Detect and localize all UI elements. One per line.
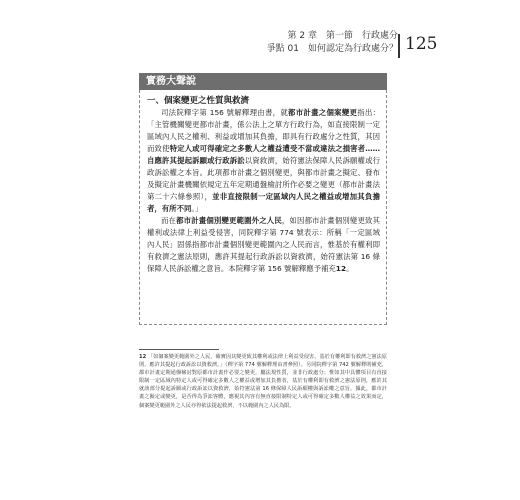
emphasis-text: 並非直接限制一定區域內人民之權益或增加其負擔者，有所不同 [147, 192, 380, 213]
emphasis-text: 都市計畫個別變更範圍外之人民 [176, 216, 282, 225]
emphasis-text: 特定人或可得確定之多數人之權益遭受不當或違法之損害者……自應許其提起訴願或行政訴訟 [147, 144, 380, 165]
running-head [267, 30, 398, 56]
footnote-rule [139, 349, 219, 350]
chapter-line: 第 2 章 第一節 行政處分 [287, 31, 398, 41]
body-text: 指出：「主管機關變更都市計畫，係公法上之單方行政行為，如直接限制一定區域內人民之權利、利益或增加其負擔，即具有行政處分之性質，其因而致使 [147, 108, 380, 153]
practice-box [139, 90, 387, 325]
footnote [139, 353, 387, 410]
paragraph-2 [147, 215, 380, 275]
footnote-mark: 12 [139, 354, 147, 360]
point-line: 爭點 01 如何認定為行政處分？ [266, 44, 398, 54]
body-text: 。 [346, 264, 354, 273]
emphasis-text: 都市計畫之個案變更 [288, 108, 358, 117]
body-text: 而在 [161, 216, 177, 225]
footnote-text: 「如個案變更範圍外之人民，確實因其變更致其權利或法律上利益受侵害，基於有權利即有救濟之憲法原則，應許其提起行政訴訟以資救濟。」（釋字第 774 號解釋理由書參照）。另同院釋字第 742 號解釋則補充，都市計畫定期通盤檢討對原都市計畫作必要之變更，屬法規性質，並非行政處分；惟如其中具體項目有直接限制一定區域內特定人或可得確定多數人之權益或增加其負擔者，基於有權利即有救濟之憲法原則，應許其就該部分提起訴願或行政訴訟以資救濟，始符憲法第 16 條保障人民訴願權與訴訟權之意旨。據此，都市計畫之擬定或變更，是否得為爭訟客體，應視其內容有無直接限制特定人或可得確定多數人權益之效果而定，個案變更範圍外之人民亦得依法提起救濟，不以範圍內之人民為限。 [139, 354, 387, 409]
body-text: ，如因都市計畫個別變更致其權利或法律上利益受侵害，同院釋字第 774 號表示：所稱「一定區域內人民」固係指都市計畫個別變更範圍內之人民而言，惟基於有權利即有救濟之憲法原則，應許其提起行政訴訟以資救濟，始符憲法第 16 條保障人民訴訟權之意旨。本院釋字第 156 號解釋應予補充 [147, 216, 380, 273]
body-text: 司法院釋字第 156 號解釋理由書，就 [161, 108, 289, 117]
box-title: 實務大聲說 [139, 73, 387, 90]
header-divider [398, 34, 400, 58]
section-heading: 一、個案變更之性質與救濟 [147, 96, 250, 106]
body-text: 。」 [191, 204, 203, 213]
paragraph-1 [147, 107, 380, 215]
body-text: 以資救濟，始符憲法保障人民訴願權或行政訴訟權之本旨。此項都市計畫之個別變更，與都市計畫之擬定、發布及擬定計畫機關依規定五年定期通盤檢討所作必要之變更（都市計畫法第二十六條參照）， [147, 156, 380, 201]
emphasis-text: 12 [335, 264, 347, 273]
page-number: 125 [405, 34, 438, 54]
